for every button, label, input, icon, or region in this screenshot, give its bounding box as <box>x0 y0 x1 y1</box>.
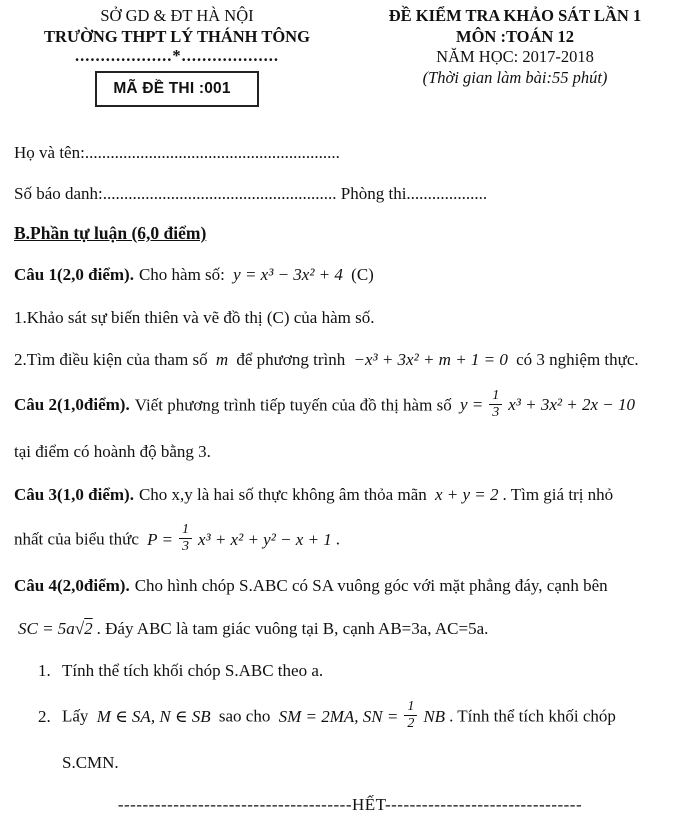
question-2-label: Câu 2(1,0điểm). <box>14 395 130 415</box>
question-4-label: Câu 4(2,0điểm). <box>14 576 130 596</box>
question-2-line-2: tại điểm có hoành độ bằng 3. <box>14 441 211 461</box>
item-2-text-mid: sao cho <box>218 706 271 726</box>
question-1-part-2-text: 2.Tìm điều kiện của tham số <box>14 350 208 370</box>
question-2-formula-post: x³ + 3x² + 2x − 10 <box>508 395 635 415</box>
question-4-header <box>14 565 688 608</box>
fraction-numerator: 1 <box>179 523 192 539</box>
question-1-part-2-end: có 3 nghiệm thực. <box>516 350 639 370</box>
school-name: TRƯỜNG THPT LÝ THÁNH TÔNG <box>44 26 310 46</box>
question-3-line-2-text: nhất của biểu thức <box>14 529 139 549</box>
item-2-formula-1: M ∈ SA, N ∈ SB <box>96 706 211 726</box>
question-3-text: Cho x,y là hai số thực không âm thỏa mãn <box>138 484 427 504</box>
question-4-formula-sc <box>18 619 93 638</box>
item-2-number: 2. <box>38 706 51 726</box>
item-2-formula-2-pre: SM = 2MA, SN = <box>278 706 399 726</box>
sqrt-argument: 2 <box>84 618 93 638</box>
question-3-text-post: . Tìm giá trị nhỏ <box>502 484 614 504</box>
fraction-numerator: 1 <box>489 389 502 405</box>
item-1-text: Tính thể tích khối chóp S.ABC theo a. <box>62 661 324 681</box>
exam-title: ĐỀ KIỂM TRA KHẢO SÁT LẦN 1 <box>388 6 642 25</box>
header-left <box>12 6 342 107</box>
footer-het: --------------------------------------HẾT-------------------------------- <box>117 794 583 814</box>
question-1-part-1: 1.Khảo sát sự biến thiên và vẽ đồ thị (C) của hàm số. <box>14 307 375 327</box>
question-3-header <box>14 474 688 517</box>
question-1-part-2-var: m <box>215 350 229 370</box>
fraction-denominator: 3 <box>492 404 500 420</box>
separator-dots: ...................*................... <box>75 46 279 66</box>
question-4-item-1 <box>38 650 688 693</box>
item-1-number: 1. <box>38 661 51 681</box>
exam-duration: (Thời gian làm bài:55 phút) <box>422 67 608 87</box>
question-3-formula-1: x + y = 2 <box>434 484 499 504</box>
question-1-curve-label: (C) <box>351 264 374 284</box>
header <box>12 6 688 107</box>
section-title: B.Phần tự luận (6,0 điểm) <box>14 222 207 243</box>
question-1-part-2-formula: −x³ + 3x² + m + 1 = 0 <box>353 350 508 370</box>
question-1-header <box>14 254 688 297</box>
question-4-item-2-line-2: S.CMN. <box>62 753 119 773</box>
item-2-formula-2-post: NB <box>423 706 446 726</box>
question-1-part-2 <box>14 339 688 382</box>
question-1-formula: y = x³ − 3x² + 4 <box>233 264 343 284</box>
department-name: SỞ GD & ĐT HÀ NỘI <box>100 6 254 25</box>
question-3-line-2 <box>14 516 688 565</box>
school-year: NĂM HỌC: 2017-2018 <box>436 47 594 67</box>
exam-code-label: MÃ ĐỀ THI :001 <box>113 80 231 98</box>
question-4-item-2 <box>38 693 688 742</box>
question-3-formula-2-post: x³ + x² + y² − x + 1 <box>197 529 332 549</box>
item-2-text-post: . Tính thể tích khối chóp <box>449 706 616 726</box>
header-right <box>342 6 688 107</box>
fraction-one-half <box>404 700 417 731</box>
question-1-label: Câu 1(2,0 điểm). <box>14 264 134 284</box>
question-4-line-2-rest: . Đáy ABC là tam giác vuông tại B, cạnh AB=3a, AC=5a. <box>96 618 489 638</box>
question-2-header <box>14 382 688 431</box>
fraction-one-third <box>489 389 502 420</box>
question-3-formula-2-pre: P = <box>147 529 173 549</box>
question-4-line-2 <box>14 608 688 651</box>
question-3-label: Câu 3(1,0 điểm). <box>14 484 134 504</box>
sc-formula-pre: SC = 5a <box>18 618 75 638</box>
sqrt-icon: √ <box>74 618 85 638</box>
exam-code-box <box>95 71 258 107</box>
fraction-denominator: 3 <box>181 539 189 555</box>
question-2-text: Viết phương trình tiếp tuyến của đồ thị hàm số <box>134 395 452 415</box>
student-name-line: Họ và tên:............................................................ <box>14 143 340 163</box>
question-4-text: Cho hình chóp S.ABC có SA vuông góc với mặt phẳng đáy, cạnh bên <box>134 576 608 596</box>
item-2-text-pre: Lấy <box>62 706 89 726</box>
question-1-part-2-mid: để phương trình <box>236 350 346 370</box>
question-2-formula-pre: y = <box>459 395 484 415</box>
fraction-numerator: 1 <box>404 700 417 716</box>
fraction-one-third-q3 <box>179 523 192 554</box>
student-id-line: Số báo danh:....................................................... Phòng thi................... <box>14 184 488 204</box>
fraction-denominator: 2 <box>407 716 415 732</box>
question-3-line-2-end: . <box>335 529 341 549</box>
exam-subject: MÔN :TOÁN 12 <box>456 26 574 46</box>
student-info <box>12 141 688 206</box>
question-1-intro: Cho hàm số: <box>138 264 225 284</box>
